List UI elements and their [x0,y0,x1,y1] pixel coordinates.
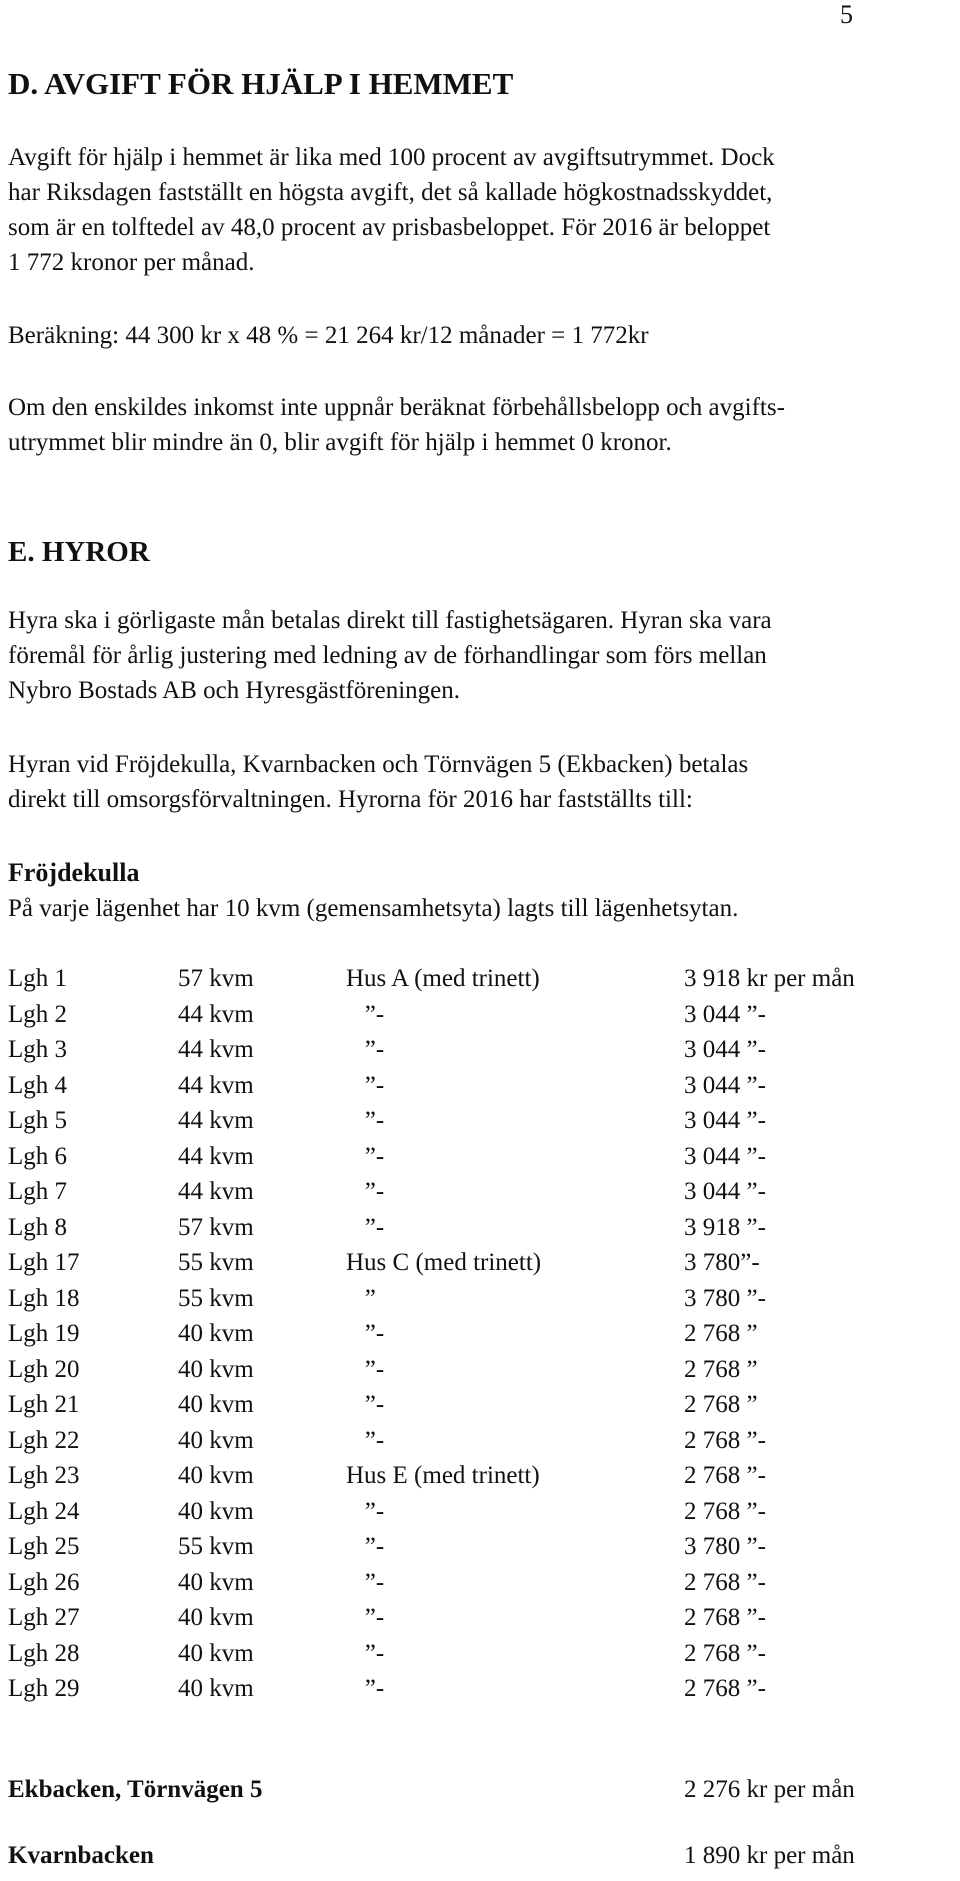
building-cell: ”- [346,1107,385,1134]
apartment-cell: Lgh 1 [8,965,68,992]
apartment-cell: Lgh 24 [8,1497,80,1525]
table-row [8,1423,954,1459]
table-row [8,1245,954,1281]
area-cell: 44 kvm [178,1036,254,1063]
text-line: Nybro Bostads AB och Hyresgästföreningen. [8,677,461,704]
text-line: Om den enskildes inkomst inte uppnår beräknat förbehållsbelopp och avgifts- [8,394,785,421]
rent-table [8,961,954,1707]
apartment-cell: Lgh 7 [8,1178,68,1205]
area-cell: 55 kvm [178,1533,254,1560]
frojdekulla-note: På varje lägenhet har 10 kvm (gemensamhetsyta) lagts till lägenhetsytan. [8,895,739,922]
building-cell: ” [346,1284,376,1312]
section-d-heading: D. AVGIFT FÖR HJÄLP I HEMMET [8,66,514,101]
area-cell: 44 kvm [178,1142,254,1170]
building-cell: Hus C (med trinett) [346,1249,542,1276]
area-cell: 40 kvm [178,1426,254,1454]
table-row [8,1139,954,1175]
rent-cell: 3 044 ”- [684,1142,766,1170]
building-cell: ”- [346,1320,385,1347]
table-row [8,1103,954,1139]
apartment-cell: Lgh 23 [8,1462,80,1489]
apartment-cell: Lgh 28 [8,1639,80,1667]
apartment-cell: Lgh 29 [8,1675,80,1702]
text-line: direkt till omsorgsförvaltningen. Hyrorna för 2016 har fastställts till: [8,786,693,813]
area-cell: 55 kvm [178,1284,254,1312]
apartment-cell: Lgh 25 [8,1533,80,1560]
rent-cell: 3 044 ”- [684,1000,766,1028]
apartment-cell: Lgh 3 [8,1036,68,1063]
building-cell: ”- [346,1213,385,1241]
rent-cell: 3 044 ”- [684,1071,766,1099]
building-cell: ”- [346,1568,385,1596]
kvarnbacken-label: Kvarnbacken [8,1842,154,1869]
building-cell: ”- [346,1604,385,1631]
text-line: Hyran vid Fröjdekulla, Kvarnbacken och Törnvägen 5 (Ekbacken) betalas [8,751,749,778]
area-cell: 40 kvm [178,1497,254,1525]
area-cell: 40 kvm [178,1675,254,1702]
apartment-cell: Lgh 21 [8,1391,80,1418]
section-d-paragraph-1 [8,140,953,280]
table-row [8,1281,954,1317]
rent-cell: 2 768 ”- [684,1497,766,1525]
text-line: har Riksdagen fastställt en högsta avgift, det så kallade högkostnadsskyddet, [8,179,773,206]
rent-cell: 3 780 ”- [684,1533,766,1560]
kvarnbacken-rent: 1 890 kr per mån [684,1842,855,1869]
table-row [8,1494,954,1530]
text-line: 1 772 kronor per månad. [8,249,255,276]
area-cell: 44 kvm [178,1071,254,1099]
apartment-cell: Lgh 6 [8,1142,68,1170]
section-e-heading: E. HYROR [8,536,150,568]
text-line: utrymmet blir mindre än 0, blir avgift för hjälp i hemmet 0 kronor. [8,429,672,456]
apartment-cell: Lgh 18 [8,1284,80,1312]
apartment-cell: Lgh 27 [8,1604,80,1631]
apartment-cell: Lgh 20 [8,1355,80,1383]
text-line: föremål för årlig justering med ledning av de förhandlingar som förs mellan [8,642,767,669]
text-line: Avgift för hjälp i hemmet är lika med 100 procent av avgiftsutrymmet. Dock [8,144,775,171]
table-row [8,1636,954,1672]
rent-cell: 2 768 ” [684,1320,758,1347]
rent-cell: 2 768 ”- [684,1639,766,1667]
building-cell: ”- [346,1355,385,1383]
apartment-cell: Lgh 2 [8,1000,68,1028]
rent-cell: 3 918 kr per mån [684,965,855,992]
building-cell: ”- [346,1426,385,1454]
table-row [8,1565,954,1601]
table-row [8,1210,954,1246]
area-cell: 40 kvm [178,1355,254,1383]
table-row [8,1068,954,1104]
frojdekulla-heading: Fröjdekulla [8,858,140,887]
rent-cell: 3 044 ”- [684,1178,766,1205]
building-cell: ”- [346,1036,385,1063]
area-cell: 44 kvm [178,1107,254,1134]
table-row [8,997,954,1033]
building-cell: ”- [346,1142,385,1170]
building-cell: ”- [346,1675,385,1702]
rent-cell: 3 780 ”- [684,1284,766,1312]
table-row [8,1458,954,1494]
building-cell: ”- [346,1071,385,1099]
rent-cell: 2 768 ”- [684,1462,766,1489]
table-row [8,1032,954,1068]
ekbacken-label: Ekbacken, Törnvägen 5 [8,1776,263,1803]
building-cell: ”- [346,1000,385,1028]
building-cell: Hus A (med trinett) [346,965,540,992]
area-cell: 57 kvm [178,965,254,992]
area-cell: 44 kvm [178,1178,254,1205]
table-row [8,1671,954,1707]
area-cell: 40 kvm [178,1604,254,1631]
apartment-cell: Lgh 22 [8,1426,80,1454]
table-row [8,1352,954,1388]
area-cell: 40 kvm [178,1391,254,1418]
section-e-paragraph-2 [8,747,953,817]
section-e-paragraph-1 [8,603,953,708]
rent-cell: 3 044 ”- [684,1107,766,1134]
rent-cell: 2 768 ”- [684,1568,766,1596]
table-row [8,1529,954,1565]
apartment-cell: Lgh 8 [8,1213,68,1241]
table-row [8,1174,954,1210]
apartment-cell: Lgh 4 [8,1071,68,1099]
table-row [8,1387,954,1423]
apartment-cell: Lgh 26 [8,1568,80,1596]
rent-cell: 2 768 ”- [684,1675,766,1702]
apartment-cell: Lgh 5 [8,1107,68,1134]
apartment-cell: Lgh 17 [8,1249,80,1276]
rent-cell: 3 780”- [684,1249,760,1276]
page-number: 5 [840,0,853,29]
text-line: som är en tolftedel av 48,0 procent av prisbasbeloppet. För 2016 är beloppet [8,214,771,241]
area-cell: 57 kvm [178,1213,254,1241]
building-cell: ”- [346,1391,385,1418]
building-cell: ”- [346,1639,385,1667]
ekbacken-rent: 2 276 kr per mån [684,1776,855,1803]
building-cell: ”- [346,1178,385,1205]
area-cell: 40 kvm [178,1639,254,1667]
building-cell: ”- [346,1533,385,1560]
section-d-paragraph-2 [8,390,953,460]
table-row [8,1600,954,1636]
area-cell: 40 kvm [178,1462,254,1489]
rent-cell: 3 044 ”- [684,1036,766,1063]
rent-cell: 2 768 ”- [684,1604,766,1631]
rent-cell: 3 918 ”- [684,1213,766,1241]
rent-cell: 2 768 ”- [684,1426,766,1454]
area-cell: 44 kvm [178,1000,254,1028]
area-cell: 40 kvm [178,1568,254,1596]
table-row [8,961,954,997]
area-cell: 55 kvm [178,1249,254,1276]
building-cell: ”- [346,1497,385,1525]
calculation-line: Beräkning: 44 300 kr x 48 % = 21 264 kr/12 månader = 1 772kr [8,322,649,349]
text-line: Hyra ska i görligaste mån betalas direkt till fastighetsägaren. Hyran ska vara [8,607,772,634]
building-cell: Hus E (med trinett) [346,1462,540,1489]
rent-cell: 2 768 ” [684,1391,758,1418]
area-cell: 40 kvm [178,1320,254,1347]
table-row [8,1316,954,1352]
apartment-cell: Lgh 19 [8,1320,80,1347]
rent-cell: 2 768 ” [684,1355,758,1383]
